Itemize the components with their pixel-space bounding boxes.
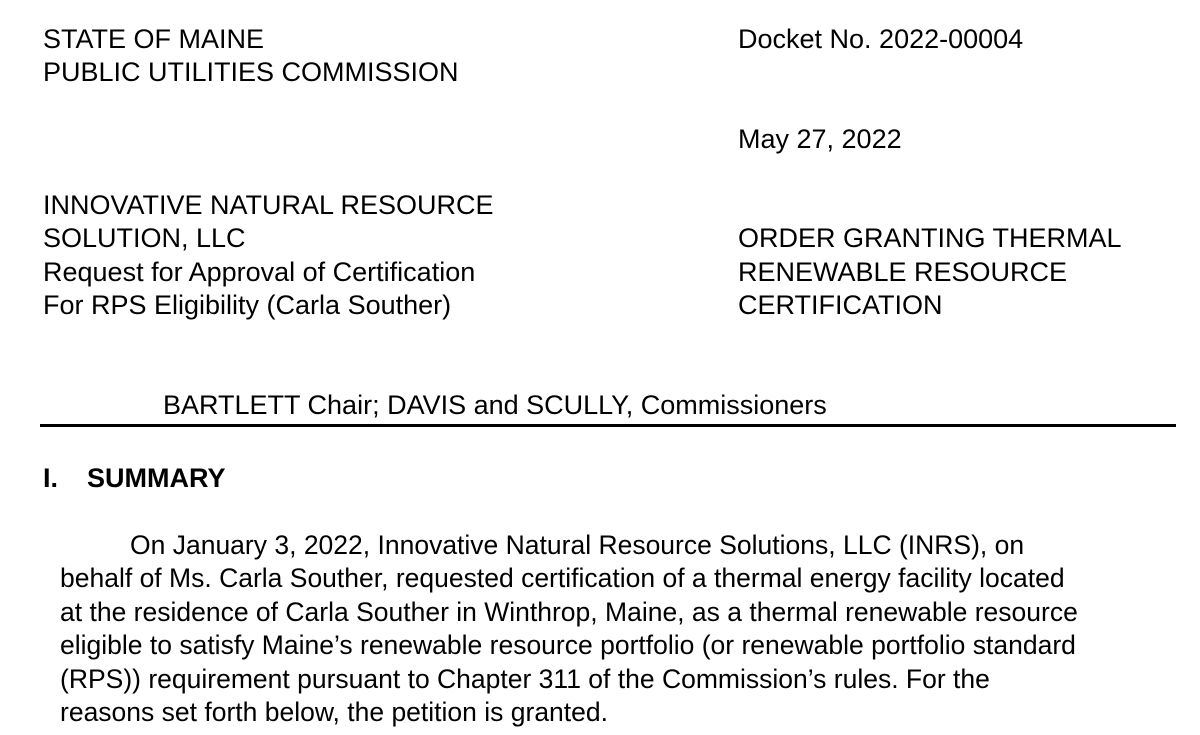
header-divider	[40, 424, 1176, 427]
summary-line-2: behalf of Ms. Carla Souther, requested certification of a thermal energy facility located	[60, 563, 1065, 593]
commissioners-line: BARTLETT Chair; DAVIS and SCULLY, Commissioners	[163, 390, 827, 420]
summary-line-5: (RPS)) requirement pursuant to Chapter 311 of the Commission’s rules. For the	[60, 664, 990, 694]
order-date: May 27, 2022	[738, 124, 902, 154]
agency-name-line-2: PUBLIC UTILITIES COMMISSION	[43, 57, 459, 87]
order-title-line-2: RENEWABLE RESOURCE	[738, 257, 1068, 287]
section-number: I.	[43, 463, 59, 493]
party-line-2: SOLUTION, LLC	[43, 223, 246, 253]
docket-number: Docket No. 2022-00004	[738, 24, 1024, 54]
agency-name-line-1: STATE OF MAINE	[43, 24, 265, 54]
order-title-line-3: CERTIFICATION	[738, 290, 943, 320]
party-line-4: For RPS Eligibility (Carla Souther)	[43, 290, 452, 320]
summary-line-3: at the residence of Carla Souther in Winthrop, Maine, as a thermal renewable resource	[60, 597, 1078, 627]
party-line-1: INNOVATIVE NATURAL RESOURCE	[43, 190, 494, 220]
section-heading	[43, 462, 226, 495]
summary-line-1: On January 3, 2022, Innovative Natural Resource Solutions, LLC (INRS), on	[130, 530, 1025, 560]
summary-line-6: reasons set forth below, the petition is granted.	[60, 697, 608, 727]
party-line-3: Request for Approval of Certification	[43, 257, 476, 287]
section-title: SUMMARY	[87, 463, 226, 493]
summary-line-4: eligible to satisfy Maine’s renewable resource portfolio (or renewable portfolio standard	[60, 630, 1076, 660]
order-title-line-1: ORDER GRANTING THERMAL	[738, 223, 1122, 253]
